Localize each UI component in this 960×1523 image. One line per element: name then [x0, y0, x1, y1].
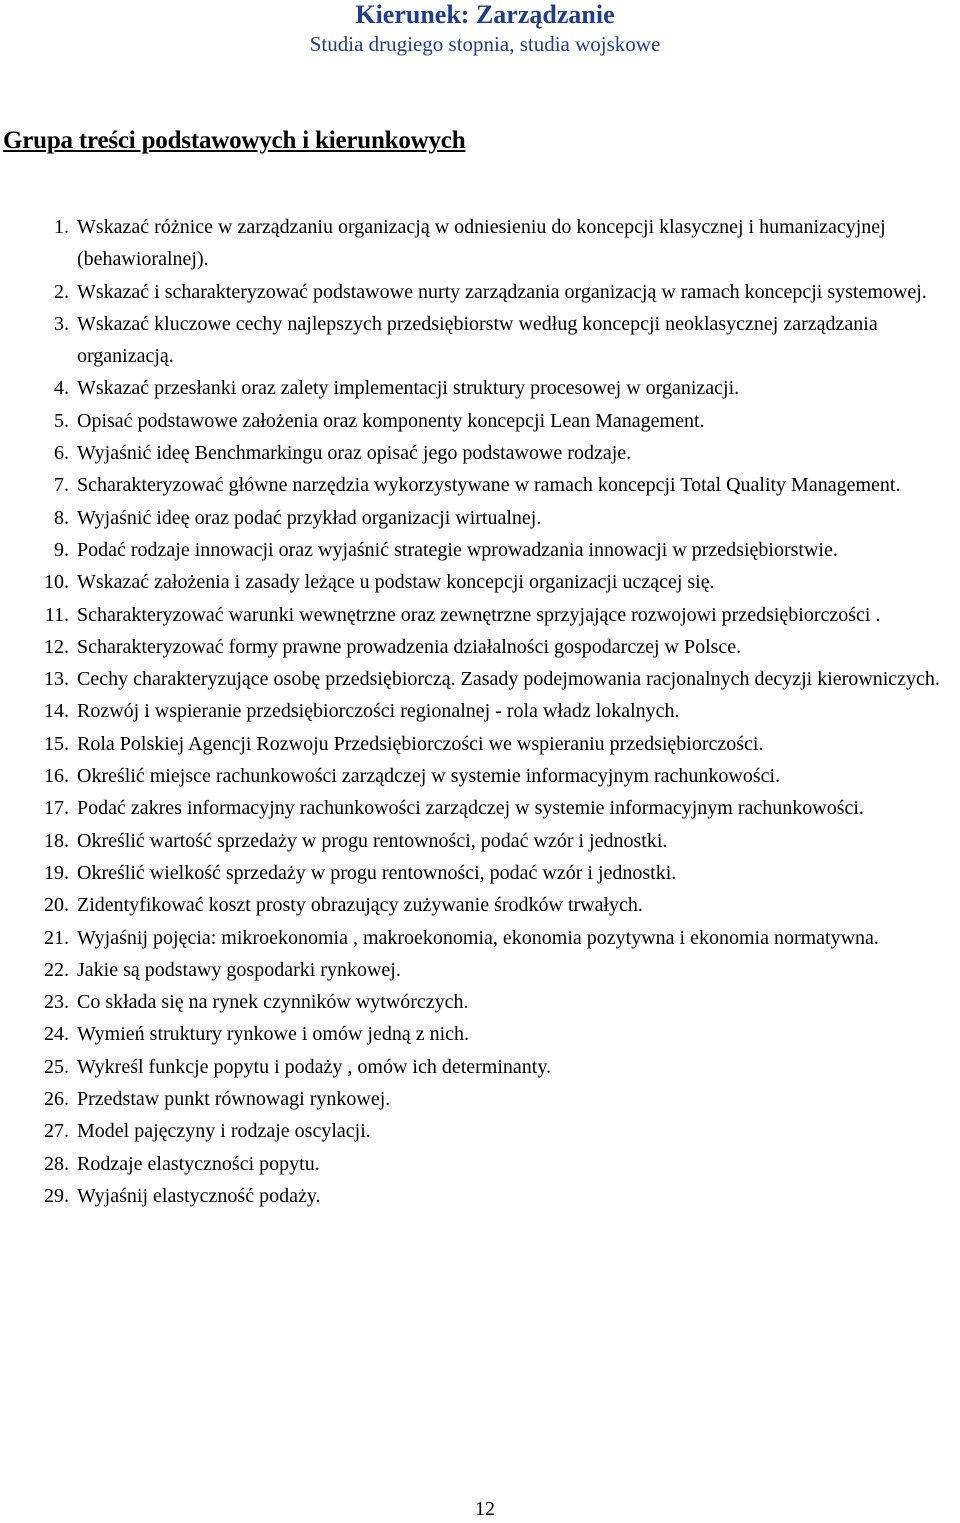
list-item-number: 19.	[44, 861, 69, 884]
list-item	[0, 437, 960, 469]
question-list	[0, 211, 960, 1212]
list-item-number: 14.	[44, 700, 69, 723]
list-item-number: 17.	[44, 797, 69, 820]
list-item	[0, 1018, 960, 1050]
list-item	[0, 792, 960, 824]
list-item-text: Scharakteryzować formy prawne prowadzenia działalności gospodarczej w Polsce.	[77, 635, 742, 658]
list-item-number: 21.	[44, 926, 69, 949]
list-item	[0, 502, 960, 534]
list-item-number: 25.	[44, 1055, 69, 1078]
list-item	[0, 760, 960, 792]
list-item-text: Podać rodzaje innowacji oraz wyjaśnić strategie wprowadzania innowacji w przedsiębiorstwie.	[77, 538, 838, 561]
list-item-text: Wyjaśnić ideę Benchmarkingu oraz opisać jego podstawowe rodzaje.	[77, 442, 632, 465]
list-item-text: Rola Polskiej Agencji Rozwoju Przedsiębiorczości we wspieraniu przedsiębiorczości.	[77, 732, 764, 755]
list-item-text: Określić wartość sprzedaży w progu rentowności, podać wzór i jednostki.	[77, 829, 668, 852]
list-item-number: 23.	[44, 991, 69, 1014]
page-number: 12	[475, 1498, 495, 1520]
list-item-number: 29.	[44, 1184, 69, 1207]
list-item-text: Wyjaśnij elastyczność podaży.	[77, 1184, 321, 1207]
list-item-number: 13.	[44, 668, 69, 691]
list-item-text: Scharakteryzować główne narzędzia wykorzystywane w ramach koncepcji Total Quality Management.	[77, 474, 901, 497]
list-item	[0, 922, 960, 954]
list-item	[0, 889, 960, 921]
list-item-text: Wskazać kluczowe cechy najlepszych przedsiębiorstw według koncepcji neoklasycznej zarządzania organizacją.	[77, 312, 878, 368]
list-item-number: 24.	[44, 1023, 69, 1046]
list-item-number: 11.	[44, 603, 69, 626]
list-item-number: 9.	[54, 538, 69, 561]
list-item-number: 20.	[44, 894, 69, 917]
list-item-text: Cechy charakteryzujące osobę przedsiębiorczą. Zasady podejmowania racjonalnych decyzji kierowniczych.	[77, 668, 940, 691]
list-item-number: 18.	[44, 829, 69, 852]
list-item-text: Scharakteryzować warunki wewnętrzne oraz zewnętrzne sprzyjające rozwojowi przedsiębiorczości .	[77, 603, 881, 626]
list-item-number: 3.	[54, 312, 69, 335]
list-item-number: 1.	[54, 216, 69, 238]
list-item-number: 27.	[44, 1120, 69, 1143]
list-item-text: Określić wielkość sprzedaży w progu rentowności, podać wzór i jednostki.	[77, 861, 677, 884]
list-item-number: 6.	[54, 442, 69, 465]
page-subtitle: Studia drugiego stopnia, studia wojskowe	[309, 32, 661, 56]
list-item-number: 2.	[54, 280, 69, 303]
section-heading: Grupa treści podstawowych i kierunkowych	[3, 127, 466, 154]
list-item-number: 5.	[54, 409, 69, 432]
list-item-text: Wyjaśnić ideę oraz podać przykład organizacji wirtualnej.	[77, 506, 542, 529]
list-item	[0, 1115, 960, 1147]
list-item-text: Wskazać różnice w zarządzaniu organizacją w odniesieniu do koncepcji klasycznej i humanizacyjnej (behawioralnej).	[77, 216, 886, 271]
list-item-text: Zidentyfikować koszt prosty obrazujący zużywanie środków trwałych.	[77, 894, 643, 917]
list-item-text: Podać zakres informacyjny rachunkowości zarządczej w systemie informacyjnym rachunkowości.	[77, 797, 864, 820]
list-item-text: Co składa się na rynek czynników wytwórczych.	[77, 991, 469, 1014]
list-item	[0, 1051, 960, 1083]
page-title: Kierunek: Zarządzanie	[355, 0, 615, 29]
list-item-number: 12.	[44, 635, 69, 658]
list-item-number: 7.	[54, 474, 69, 497]
list-item	[0, 534, 960, 566]
list-item-number: 15.	[44, 732, 69, 755]
list-item-text: Wykreśl funkcje popytu i podaży , omów ich determinanty.	[77, 1055, 552, 1078]
list-item-number: 10.	[44, 571, 69, 594]
list-item-number: 16.	[44, 765, 69, 788]
list-item	[0, 599, 960, 631]
list-item	[0, 405, 960, 437]
list-item	[0, 631, 960, 663]
list-item-text: Wskazać przesłanki oraz zalety implementacji struktury procesowej w organizacji.	[77, 377, 740, 400]
list-item	[0, 695, 960, 727]
list-item-text: Wymień struktury rynkowe i omów jedną z nich.	[77, 1023, 470, 1046]
list-item-text: Wskazać założenia i zasady leżące u podstaw koncepcji organizacji uczącej się.	[77, 571, 715, 594]
list-item	[0, 825, 960, 857]
list-item	[0, 728, 960, 760]
list-item-text: Rozwój i wspieranie przedsiębiorczości regionalnej - rola władz lokalnych.	[77, 700, 680, 723]
list-item-text: Wyjaśnij pojęcia: mikroekonomia , makroekonomia, ekonomia pozytywna i ekonomia normatywna.	[77, 926, 879, 949]
list-item-text: Wskazać i scharakteryzować podstawowe nurty zarządzania organizacją w ramach koncepcji systemowej.	[77, 280, 927, 303]
list-item	[0, 308, 960, 373]
list-item-number: 28.	[44, 1152, 69, 1175]
list-item	[0, 1180, 960, 1212]
list-item-text: Określić miejsce rachunkowości zarządczej w systemie informacyjnym rachunkowości.	[77, 765, 781, 788]
list-item-number: 26.	[44, 1088, 69, 1111]
list-item	[0, 372, 960, 404]
list-item	[0, 1083, 960, 1115]
list-item-text: Jakie są podstawy gospodarki rynkowej.	[77, 958, 401, 981]
list-item	[0, 986, 960, 1018]
list-item	[0, 1148, 960, 1180]
list-item-text: Przedstaw punkt równowagi rynkowej.	[77, 1088, 391, 1111]
list-item-number: 22.	[44, 958, 69, 981]
list-item-text: Opisać podstawowe założenia oraz komponenty koncepcji Lean Management.	[77, 409, 705, 432]
list-item	[0, 211, 960, 276]
list-item-number: 4.	[54, 377, 69, 400]
list-item	[0, 566, 960, 598]
list-item	[0, 469, 960, 501]
list-item-number: 8.	[54, 506, 69, 529]
list-item-text: Model pajęczyny i rodzaje oscylacji.	[77, 1120, 371, 1143]
list-item	[0, 857, 960, 889]
list-item	[0, 663, 960, 695]
list-item	[0, 276, 960, 308]
list-item	[0, 954, 960, 986]
list-item-text: Rodzaje elastyczności popytu.	[77, 1152, 320, 1175]
